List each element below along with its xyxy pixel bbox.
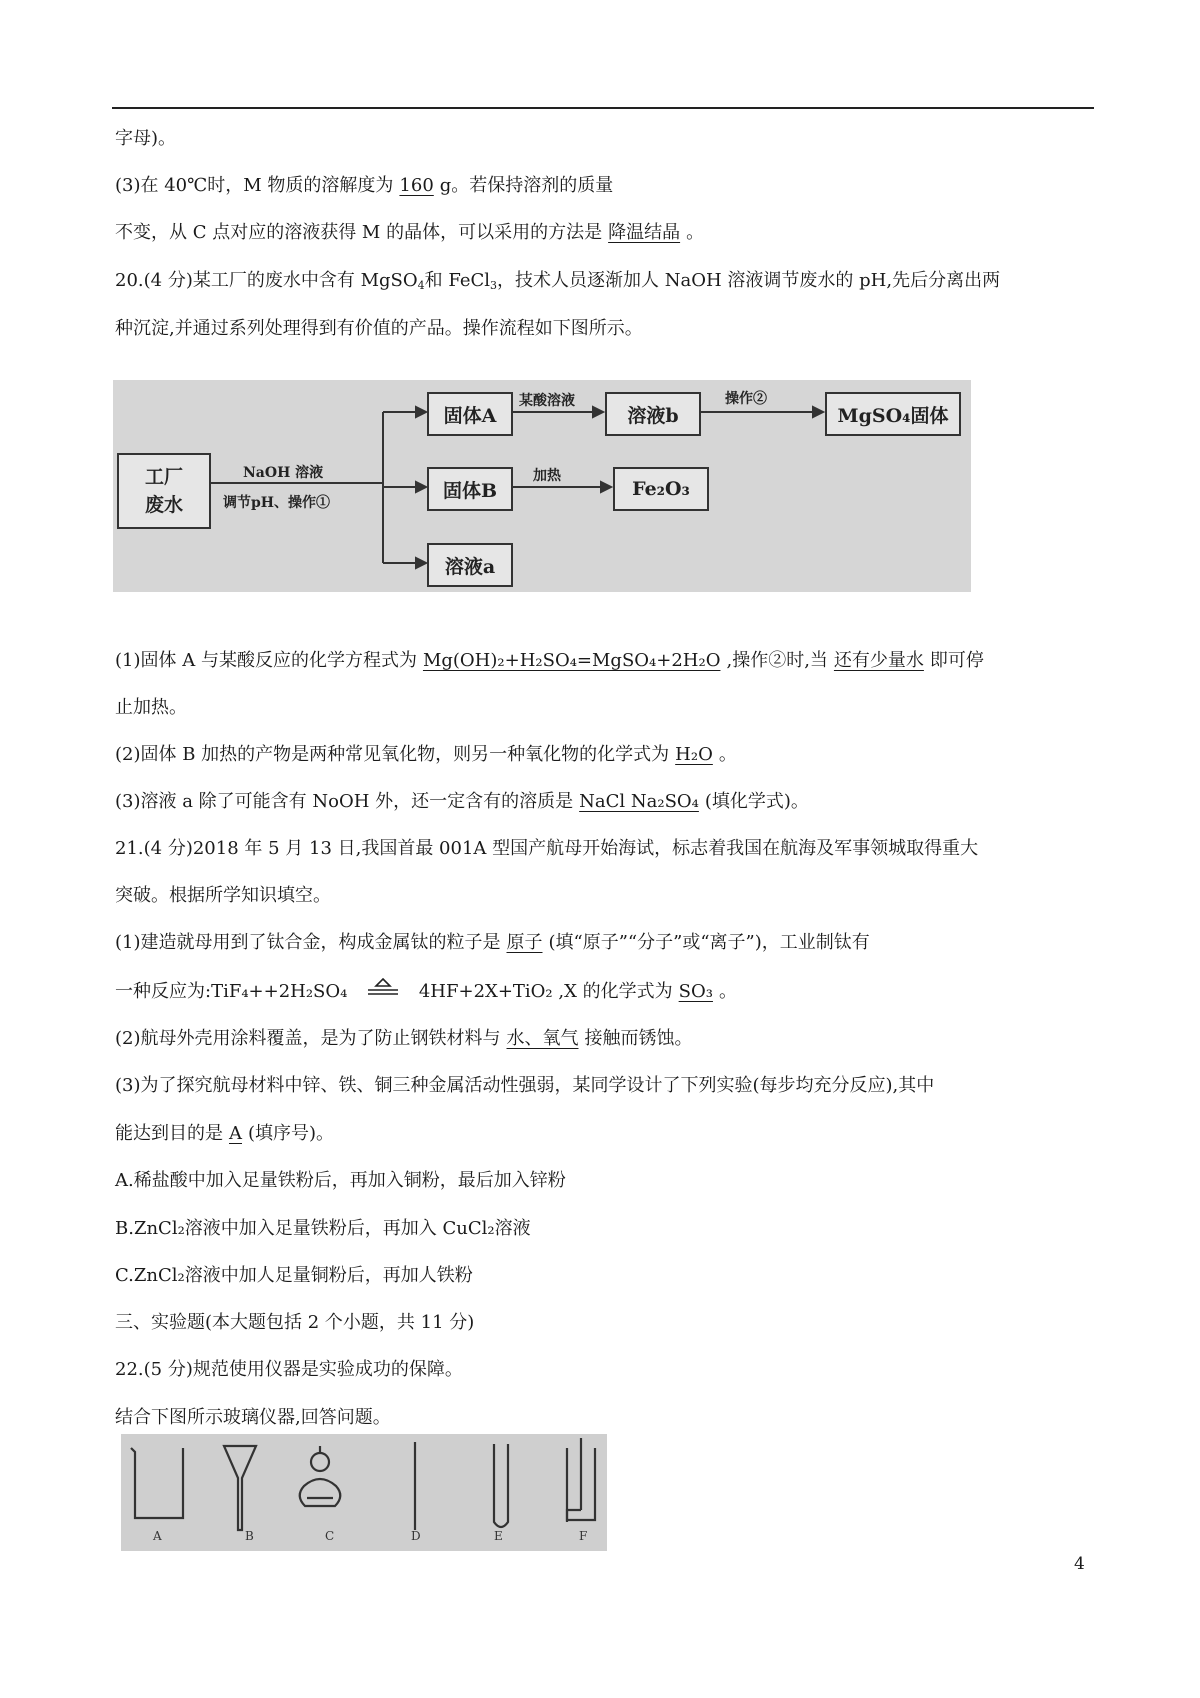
page-number: 4 (1074, 1554, 1085, 1574)
answer-blank: SO₃ (678, 981, 713, 1002)
text-line: 种沉淀,并通过系列处理得到有价值的产品。操作流程如下图所示。 (115, 318, 643, 339)
answer-blank: 还有少量水 (833, 650, 924, 671)
question-21-1: (1)建造就母用到了钛合金，构成金属钛的粒子是 原子 (填“原子”“分子”或“离子”)，工业制钛有 (115, 932, 870, 953)
instrument-label: C (325, 1529, 335, 1543)
text-line: 结合下图所示玻璃仪器,回答问题。 (115, 1407, 391, 1428)
glass-instruments-figure (121, 1434, 607, 1551)
instrument-label: F (579, 1529, 588, 1543)
answer-blank: NaCl Na₂SO₄ (579, 791, 699, 812)
answer-blank: 水、氧气 (506, 1028, 579, 1049)
acid-label: 某酸溶液 (519, 393, 575, 409)
text-line: 止加热。 (115, 697, 187, 718)
question-20-1: (1)固体 A 与某酸反应的化学方程式为 Mg(OH)₂+H₂SO₄=MgSO₄+2H₂O ,操作②时,当 还有少量水 即可停 (115, 650, 984, 671)
instrument-label: B (245, 1529, 254, 1543)
answer-blank: A (229, 1123, 242, 1144)
option-b: B.ZnCl₂溶液中加入足量铁粉后，再加入 CuCl₂溶液 (115, 1218, 531, 1239)
question-20: 20.(4 分)某工厂的废水中含有 MgSO$_4$和 FeCl$_3$，技术人员逐渐加人 NaOH 溶液调节废水的 pH,先后分离出两 (115, 270, 1001, 292)
heat-label: 加热 (533, 468, 561, 484)
question-20-2: (2)固体 B 加热的产物是两种常见氧化物，则另一种氧化物的化学式为 H₂O 。 (115, 744, 737, 765)
mgso4-solid-box: MgSO₄固体 (825, 392, 961, 436)
fe2o3-box: Fe₂O₃ (613, 467, 709, 511)
question-21-3: (3)为了探究航母材料中锌、铁、铜三种金属活动性强弱，某同学设计了下列实验(每步均充分反应),其中 (115, 1075, 935, 1096)
solid-a-box: 固体A (427, 392, 513, 436)
text-line: 字母)。 (115, 128, 177, 149)
factory-wastewater-box: 工厂 废水 (117, 453, 211, 529)
question-21-2: (2)航母外壳用涂料覆盖，是为了防止钢铁材料与 水、氧气 接触而锈蚀。 (115, 1028, 693, 1049)
instrument-drawings (121, 1434, 607, 1551)
step-label: 调节pH、操作① (223, 495, 331, 511)
solution-a-box: 溶液a (427, 543, 513, 587)
text-line: 能达到目的是 A (填序号)。 (115, 1123, 335, 1144)
header-rule (112, 107, 1094, 109)
answer-blank: 降温结晶 (608, 222, 681, 243)
process-flow-diagram (113, 380, 971, 592)
option-a: A.稀盐酸中加入足量铁粉后，再加入铜粉，最后加入锌粉 (115, 1170, 566, 1191)
instrument-label: D (411, 1529, 421, 1543)
text-line: 突破。根据所学知识填空。 (115, 885, 331, 906)
question-21: 21.(4 分)2018 年 5 月 13 日,我国首最 001A 型国产航母开始海试，标志着我国在航海及军事领城取得重大 (115, 838, 979, 859)
reaction-equation-line: 一种反应为:TiF₄++2H₂SO₄ 4HF+2X+TiO₂ ,X 的化学式为 SO₃ 。 (115, 978, 737, 1006)
question-22: 22.(5 分)规范使用仪器是实验成功的保障。 (115, 1359, 463, 1380)
answer-blank: H₂O (675, 744, 713, 765)
heat-reaction-symbol (353, 978, 413, 1006)
option-c: C.ZnCl₂溶液中加人足量铜粉后，再加人铁粉 (115, 1265, 473, 1286)
section-heading: 三、实验题(本大题包括 2 个小题，共 11 分) (115, 1312, 475, 1333)
solid-b-box: 固体B (427, 467, 513, 511)
operation-2-label: 操作② (725, 391, 767, 407)
instrument-label: A (153, 1529, 162, 1543)
solution-b-box: 溶液b (605, 392, 701, 436)
question-20-3: (3)溶液 a 除了可能含有 NoOH 外，还一定含有的溶质是 NaCl Na₂SO₄ (填化学式)。 (115, 791, 809, 812)
reagent-label: NaOH 溶液 (243, 465, 324, 481)
answer-blank: 原子 (506, 932, 543, 953)
answer-blank: 160 (399, 175, 434, 196)
question-19-3: (3)在 40℃时，M 物质的溶解度为 160 g。若保持溶剂的质量 (115, 175, 614, 196)
answer-blank: Mg(OH)₂+H₂SO₄=MgSO₄+2H₂O (422, 650, 721, 671)
instrument-label: E (494, 1529, 503, 1543)
text-line: 不变，从 C 点对应的溶液获得 M 的晶体，可以采用的方法是 降温结晶 。 (115, 222, 705, 243)
